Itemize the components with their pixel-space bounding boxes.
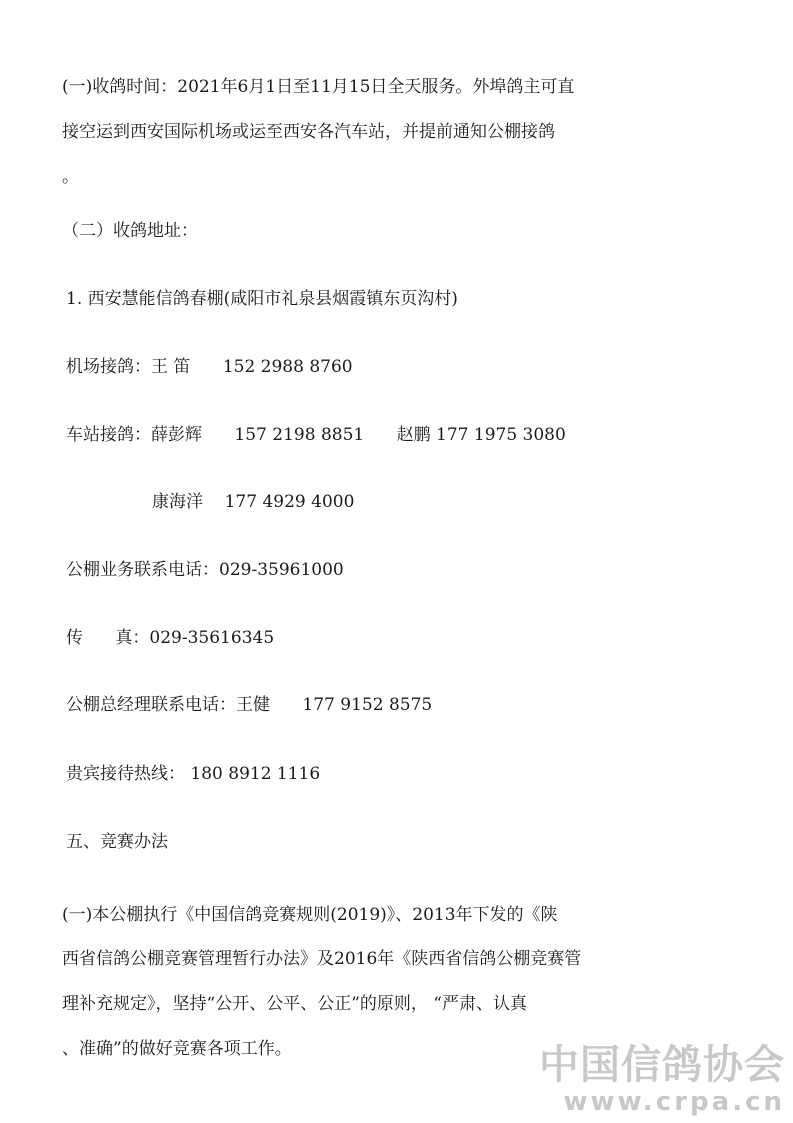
fax-number: 传 真：029-35616345 — [66, 628, 275, 648]
vip-hotline: 贵宾接待热线： 180 8912 1116 — [66, 764, 321, 784]
address-item: 1. 西安慧能信鸽春棚(咸阳市礼泉县烟霞镇东页沟村) — [66, 289, 458, 309]
paragraph-line: 理补充规定》，坚持“公开、公平、公正”的原则， “严肃、认真 — [62, 994, 527, 1014]
watermark-logo — [539, 1043, 785, 1117]
paragraph-line: (一)本公棚执行《中国信鸽竞赛规则(2019)》、2013年下发的《陕 — [62, 905, 558, 925]
station-pickup-contact: 车站接鸽：薛彭辉 157 2198 8851 赵鹏 177 1975 3080 — [66, 425, 566, 445]
paragraph-line: 西省信鸽公棚竞赛管理暂行办法》及2016年《陕西省信鸽公棚竞赛管 — [62, 949, 582, 969]
station-pickup-contact-extra: 康海洋 177 4929 4000 — [152, 492, 355, 512]
paragraph-line: 接空运到西安国际机场或运至西安各汽车站，并提前通知公棚接鸽 — [62, 122, 555, 142]
gm-phone: 公棚总经理联系电话：王健 177 9152 8575 — [66, 695, 433, 715]
paragraph-line: (一)收鸽时间：2021年6月1日至11月15日全天服务。外埠鸽主可直 — [62, 77, 575, 97]
airport-pickup-contact: 机场接鸽：王 笛 152 2988 8760 — [66, 357, 353, 377]
section-heading: 五、竞赛办法 — [66, 832, 168, 852]
watermark-name: 中国信鸽协会 — [539, 1042, 785, 1088]
section-heading: （二）收鸽地址： — [62, 221, 198, 241]
paragraph-line: 。 — [62, 167, 79, 187]
business-phone: 公棚业务联系电话：029-35961000 — [66, 560, 344, 580]
paragraph-line: 、准确”的做好竞赛各项工作。 — [62, 1039, 292, 1059]
watermark-url: www.crpa.cn — [563, 1087, 785, 1117]
